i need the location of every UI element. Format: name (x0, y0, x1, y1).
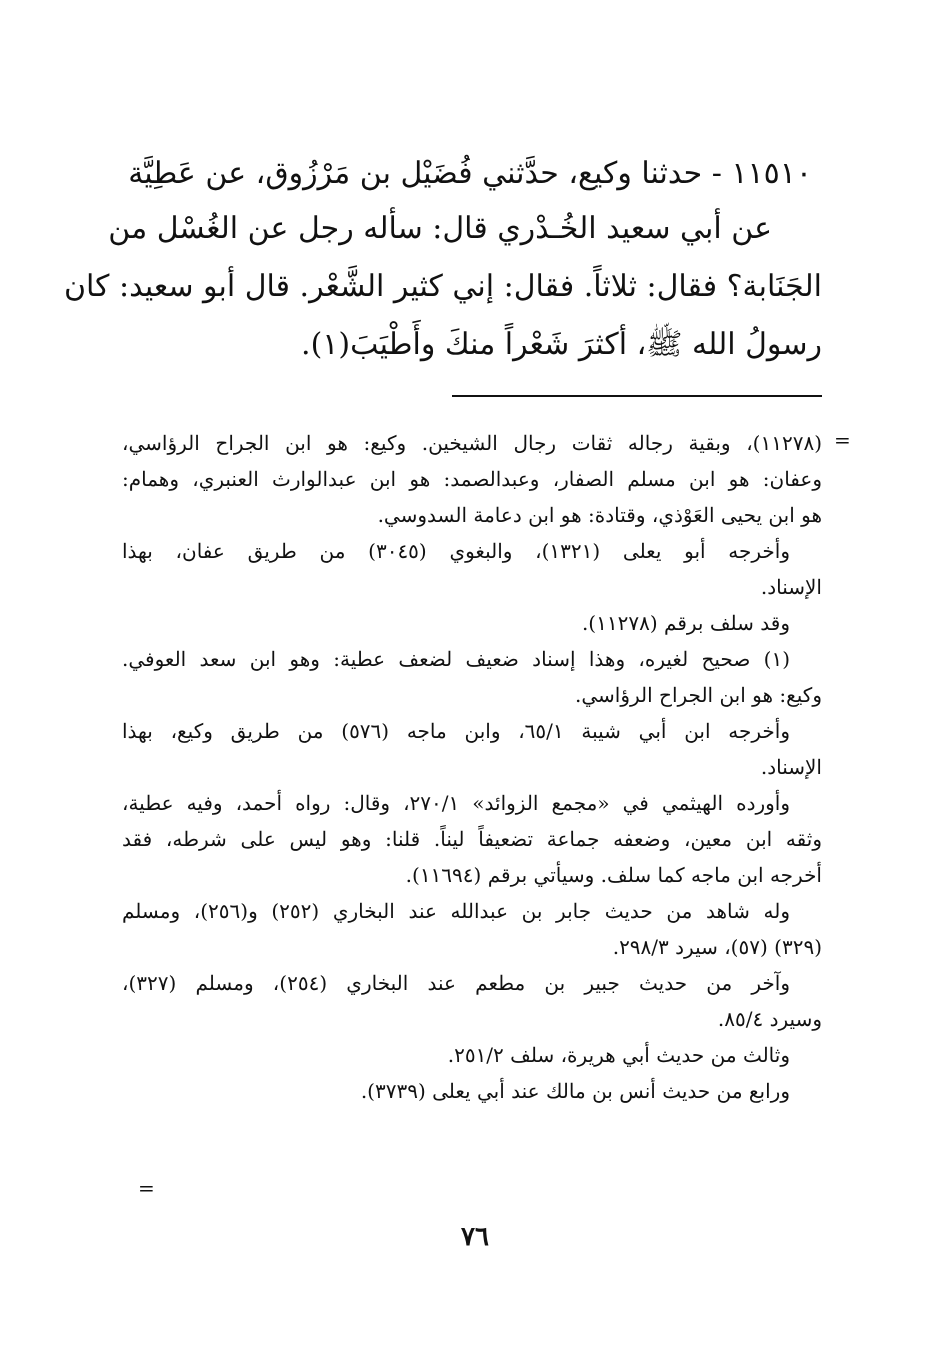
footnotes (122, 425, 822, 1109)
footnote-line: الإسناد. (760, 755, 822, 779)
footnote-line: وقد سلف برقم (١١٢٧٨). (581, 611, 790, 635)
footnote-line: وسيرد ٨٥/٤. (717, 1007, 822, 1031)
continuation-mark: = (138, 1176, 155, 1200)
footnote-separator (452, 395, 822, 397)
footnote-line: ورابع من حديث أنس بن مالك عند أبي يعلى (٣٧٣٩). (360, 1079, 790, 1103)
hadith-line: عن أبي سعيد الخُـدْري قال: سأله رجل عن الغُسْل من (108, 211, 772, 246)
footnote-line: أخرجه ابن ماجه كما سلف. وسيأتي برقم (١١٦٩٤). (405, 863, 822, 887)
footnote-line: (١١٢٧٨)، وبقية رجاله ثقات رجال الشيخين. وكيع: هو ابن الجراح الرؤاسي، (122, 431, 822, 455)
continuation-mark: = (834, 428, 851, 452)
page-number: ٧٦ (461, 1222, 489, 1252)
footnote-line: (٣٢٩) (٥٧)، سيرد ٢٩٨/٣. (612, 935, 822, 959)
footnote-line: هو ابن يحيى العَوْذي، وقتادة: هو ابن دعامة السدوسي. (377, 503, 822, 527)
hadith-line: رسولُ الله ﷺ، أكثرَ شَعْراً منكَ وأَطْيَبَ(١). (301, 327, 822, 362)
hadith-text (63, 145, 822, 374)
footnote-line: الإسناد. (760, 575, 822, 599)
footnote-line: وثالث من حديث أبي هريرة، سلف ٢٥١/٢. (447, 1043, 790, 1067)
footnote-line: وآخر من حديث جبير بن مطعم عند البخاري (٢٥٤)، ومسلم (٣٢٧)، (122, 971, 790, 995)
footnote-line: وثقه ابن معين، وضعفه جماعة تضعيفاً ليناً. قلنا: وهو ليس على شرطه، فقد (122, 827, 822, 851)
footnote-line: (١) صحيح لغيره، وهذا إسناد ضعيف لضعف عطية: وهو ابن سعد العوفي. (122, 647, 790, 671)
footnote-line: وكيع: هو ابن الجراح الرؤاسي. (574, 683, 822, 707)
footnote-line: وعفان: هو ابن مسلم الصفار، وعبدالصمد: هو ابن عبدالوارث العنبري، وهمام: (122, 467, 822, 491)
hadith-line: الجَنَابة؟ فقال: ثلاثاً. فقال: إني كثير الشَّعْر. قال أبو سعيد: كان (63, 269, 822, 304)
footnote-line: وأخرجه ابن أبي شيبة ٦٥/١، وابن ماجه (٥٧٦) من طريق وكيع، بهذا (122, 719, 790, 743)
footnote-line: وأورده الهيثمي في «مجمع الزوائد» ٢٧٠/١، وقال: رواه أحمد، وفيه عطية، (122, 791, 791, 815)
footnote-line: وأخرجه أبو يعلى (١٣٢١)، والبغوي (٣٠٤٥) من طريق عفان، بهذا (122, 539, 790, 563)
footnote-line: وله شاهد من حديث جابر بن عبدالله عند البخاري (٢٥٢) و(٢٥٦)، ومسلم (122, 899, 790, 923)
hadith-line: ١١٥١٠ - حدثنا وكيع، حدَّثني فُضَيْل بن مَرْزُوق، عن عَطِيَّة (128, 156, 812, 191)
